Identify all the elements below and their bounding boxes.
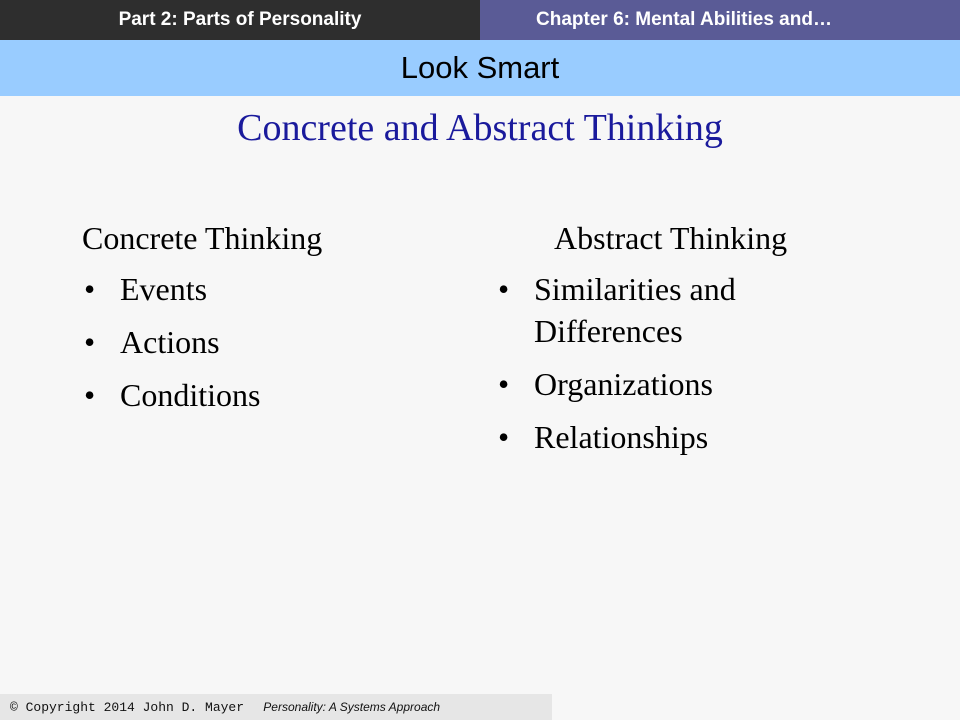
- bullet-icon: •: [498, 419, 510, 455]
- copyright-text: © Copyright 2014 John D. Mayer: [10, 700, 245, 715]
- list-item: [82, 321, 462, 363]
- list-item-text: Relationships: [534, 419, 709, 455]
- list-item-text: Conditions: [120, 377, 261, 413]
- list-item: [496, 416, 896, 458]
- bullet-icon: •: [498, 366, 510, 402]
- column-heading-abstract: Abstract Thinking: [554, 220, 788, 256]
- list-item: [496, 363, 896, 405]
- list-item-text: Organizations: [534, 366, 713, 402]
- list-item: [82, 268, 462, 310]
- slide-title: Concrete and Abstract Thinking: [237, 107, 723, 149]
- list-item-text: Similarities and Differences: [534, 271, 736, 349]
- bullet-icon: •: [84, 324, 96, 360]
- book-title: Personality: A Systems Approach: [263, 700, 441, 714]
- section-label: Look Smart: [0, 40, 960, 96]
- bullet-icon: •: [498, 271, 510, 307]
- footer-bar: [0, 694, 552, 720]
- list-item-text: Events: [120, 271, 208, 307]
- list-item-text: Actions: [120, 324, 220, 360]
- list-item: [496, 268, 896, 352]
- part-label: Part 2: Parts of Personality: [0, 0, 480, 40]
- bullet-icon: •: [84, 377, 96, 413]
- top-header-bar: [0, 0, 960, 40]
- concrete-thinking-list: [82, 268, 462, 416]
- abstract-thinking-list: [496, 268, 896, 458]
- bullet-icon: •: [84, 271, 96, 307]
- concrete-thinking-column: [82, 214, 462, 427]
- column-heading-concrete: Concrete Thinking: [82, 220, 323, 256]
- list-item: [82, 374, 462, 416]
- chapter-label: Chapter 6: Mental Abilities and…: [480, 0, 960, 40]
- abstract-thinking-column: [496, 214, 896, 469]
